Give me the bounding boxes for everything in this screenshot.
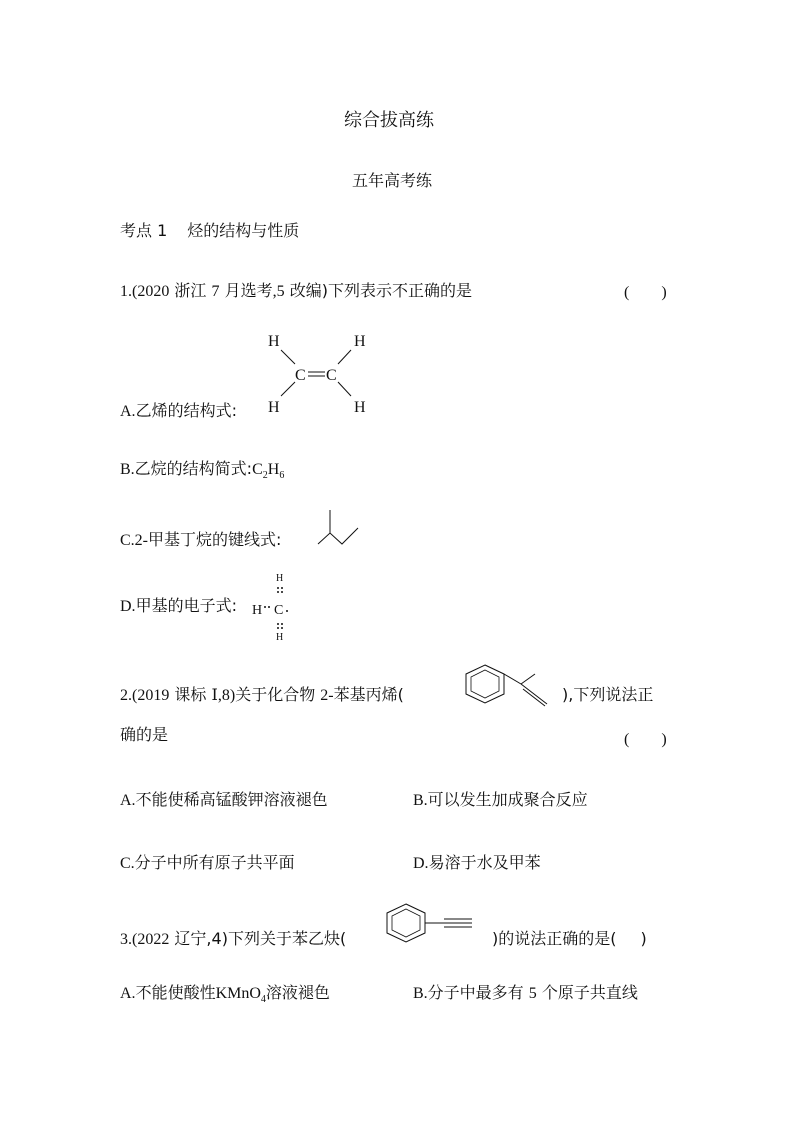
- option-text: 不能使酸性: [135, 983, 216, 1002]
- q2-source-exam: 课标: [174, 685, 207, 704]
- option-text-2: 溶液褪色: [265, 983, 330, 1002]
- bond-tl: [281, 350, 295, 364]
- q2-answer-bracket: ( ): [624, 731, 667, 748]
- option-letter: D.: [413, 855, 429, 872]
- option-text: 可以发生加成聚合反应: [427, 790, 588, 809]
- bond-tr: [338, 350, 351, 364]
- methyl-h-bottom: H: [276, 632, 284, 643]
- q1-number: 1.: [120, 283, 132, 300]
- option-text: 不能使稀高锰酸钾溶液褪色: [135, 790, 328, 809]
- q2-source-num: Ⅰ,8): [211, 687, 236, 704]
- q2-option-d: [413, 853, 541, 874]
- page-title: 综合拔高练: [344, 110, 434, 131]
- ethylene-c-right: C: [326, 367, 337, 384]
- ethylene-h-bl: H: [268, 399, 280, 416]
- methyl-electron-formula: [252, 570, 292, 644]
- q1-option-d: [120, 596, 237, 617]
- q2-option-b: [413, 790, 588, 811]
- q2-stem-tail: ),下列说法正: [562, 685, 654, 704]
- ethylene-structure: [262, 330, 372, 415]
- q1-source-region: 浙江: [174, 281, 207, 300]
- q3-option-b: [413, 983, 638, 1004]
- option-letter: A.: [120, 403, 136, 420]
- q3-number: 3.: [120, 931, 132, 948]
- methyl-h-left: H: [252, 603, 263, 618]
- option-text: 分子中所有原子共平面: [134, 853, 295, 872]
- ethylene-h-tl: H: [268, 333, 280, 350]
- q2-stem-line2: 确的是: [120, 725, 169, 744]
- q1-source-note: 改编): [289, 281, 328, 300]
- ethylene-c-left: C: [295, 367, 306, 384]
- q1-source-exam: 月选考: [224, 281, 273, 300]
- formula-h: H: [267, 461, 280, 478]
- ethylene-h-tr: H: [354, 333, 366, 350]
- formula-sub: 4: [260, 994, 266, 1005]
- formula-c: C: [252, 461, 263, 478]
- q1-source-month: 7: [211, 283, 220, 300]
- q1-stem-text: 下列表示不正确的是: [327, 281, 472, 300]
- q3-stem-a: 下列关于苯乙炔(: [227, 929, 347, 948]
- q1-source-num: ,5: [272, 283, 285, 300]
- q2-option-c: [120, 853, 295, 874]
- q1-source-year: (2020: [132, 283, 170, 300]
- methylbutane-skeletal: [318, 508, 362, 548]
- q3-bracket-end: ): [640, 929, 647, 948]
- ethylene-h-br: H: [354, 399, 366, 416]
- q2-stem-a: 关于化合物: [235, 685, 316, 704]
- q2-stem-c: 苯基丙烯(: [333, 685, 404, 704]
- option-letter: C.: [120, 532, 135, 549]
- q1-option-a: [120, 401, 237, 422]
- section-text: 烃的结构与性质: [187, 221, 300, 240]
- q3-stem-tail: [492, 929, 647, 949]
- q1-answer-bracket: ( ): [624, 284, 667, 301]
- bond-bl: [281, 382, 295, 396]
- option-letter: C.: [120, 855, 135, 872]
- option-number: 5: [528, 985, 537, 1002]
- formula-c-sub: 2: [262, 470, 268, 481]
- q2-stem-b: 2-: [320, 687, 334, 704]
- q1-option-b: [120, 459, 284, 482]
- phenylacetylene-structure: [382, 902, 492, 946]
- option-letter: D.: [120, 598, 136, 615]
- option-text-2: 个原子共直线: [541, 983, 638, 1002]
- q2-option-a: [120, 790, 328, 811]
- q2-source-year: (2019: [132, 687, 170, 704]
- q1-option-c: [120, 530, 281, 551]
- option-letter: B.: [120, 461, 135, 478]
- option-letter: B.: [413, 985, 428, 1002]
- formula-h-sub: 6: [279, 470, 285, 481]
- bond-br: [338, 382, 351, 396]
- option-number: 2-: [134, 532, 148, 549]
- option-letter: B.: [413, 792, 428, 809]
- section-heading: [120, 221, 299, 241]
- option-text: 甲基的电子式:: [135, 596, 237, 615]
- methyl-c: C: [274, 603, 284, 618]
- q3-source-year: (2022: [132, 931, 170, 948]
- methyl-h-top: H: [276, 573, 284, 584]
- page-subtitle: 五年高考练: [352, 171, 433, 190]
- phenylpropene-structure: [455, 662, 565, 712]
- q3-option-a: [120, 983, 330, 1006]
- option-text: 分子中最多有: [427, 983, 524, 1002]
- option-text: 甲基丁烷的键线式:: [148, 530, 282, 549]
- option-text: 乙烷的结构简式:: [134, 459, 253, 478]
- q3-stem: [120, 929, 346, 950]
- q3-source-region: 辽宁,4): [174, 929, 228, 948]
- q1-stem: [120, 281, 472, 302]
- option-letter: A.: [120, 792, 136, 809]
- option-text: 乙烯的结构式:: [135, 401, 237, 420]
- section-label: 考点 1: [120, 221, 168, 240]
- q3-stem-b: )的说法正确的是(: [492, 929, 617, 948]
- q2-number: 2.: [120, 687, 132, 704]
- option-letter: A.: [120, 985, 136, 1002]
- option-text: 易溶于水及甲苯: [428, 853, 541, 872]
- q2-stem-line1: [120, 685, 404, 706]
- formula-kmno: KMnO: [215, 985, 261, 1002]
